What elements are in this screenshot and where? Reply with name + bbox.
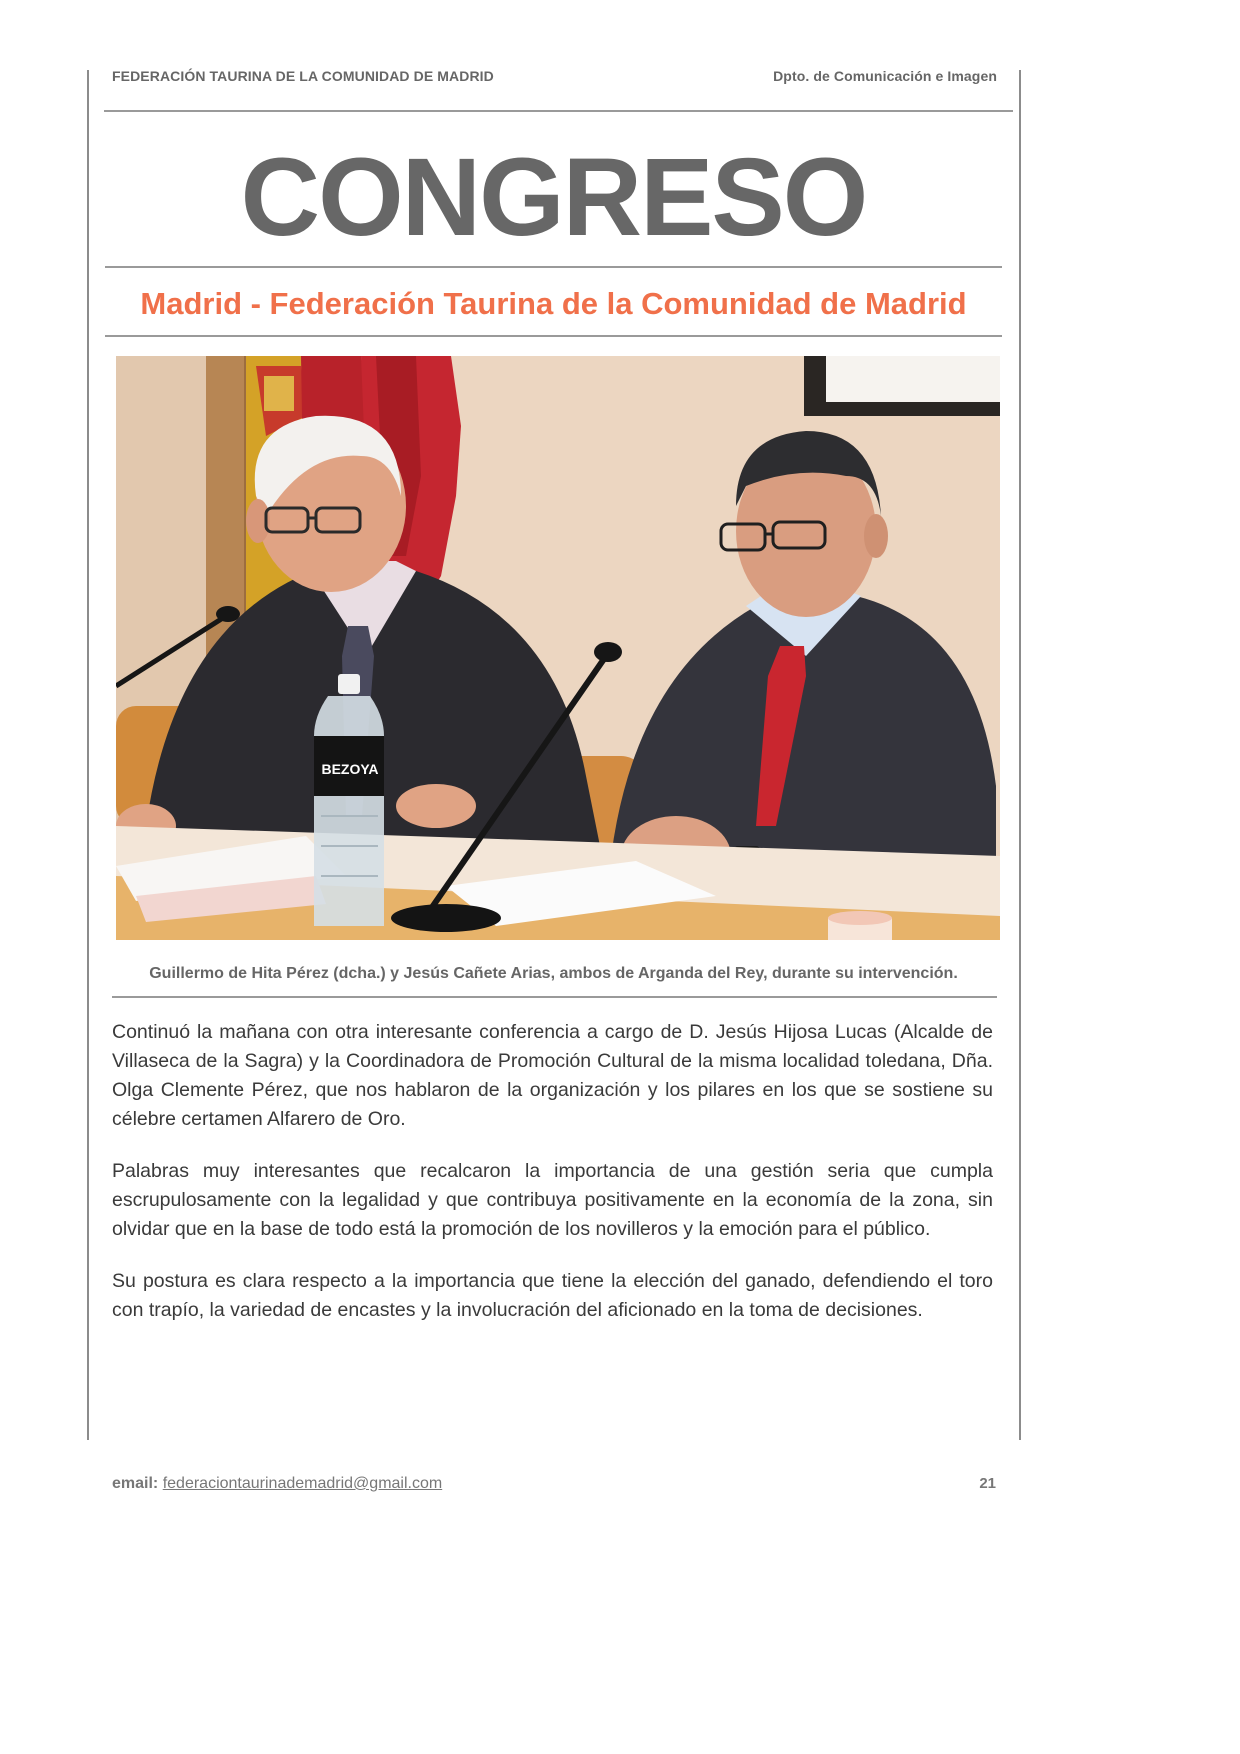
header-department: Dpto. de Comunicación e Imagen	[773, 68, 997, 84]
paragraph-1: Continuó la mañana con otra interesante conferencia a cargo de D. Jesús Hijosa Lucas (Alcalde de Villaseca de la Sagra) y la Coordinadora de Promoción Cultural de la misma localidad toledana, Dña. Olga Clemente Pérez, que nos hablaron de la organización y los pilares en los que se sostiene su célebre certamen Alfarero de Oro.	[112, 1021, 993, 1130]
footer-email-label: email:	[112, 1475, 159, 1492]
footer-contact	[112, 1475, 442, 1493]
left-margin-line	[87, 70, 89, 1440]
page-number: 21	[979, 1475, 996, 1492]
article-body	[112, 1018, 993, 1348]
photo-caption: Guillermo de Hita Pérez (dcha.) y Jesús Cañete Arias, ambos de Arganda del Rey, durante su intervención.	[149, 965, 958, 982]
subtitle-divider	[105, 335, 1002, 337]
right-margin-line	[1019, 70, 1021, 1440]
caption-divider	[112, 996, 997, 998]
header-divider	[104, 110, 1013, 112]
paragraph-3: Su postura es clara respecto a la importancia que tiene la elección del ganado, defendiendo el toro con trapío, la variedad de encastes y la involucración del aficionado en la toma de decisiones.	[112, 1270, 993, 1321]
header-organization: FEDERACIÓN TAURINA DE LA COMUNIDAD DE MADRID	[112, 68, 494, 84]
article-photo	[116, 356, 1000, 940]
title-divider	[105, 266, 1002, 268]
bottle-label-text: BEZOYA	[321, 761, 379, 777]
paragraph-2: Palabras muy interesantes que recalcaron la importancia de una gestión seria que cumpla escrupulosamente con la legalidad y que contribuya positivamente en la economía de la zona, sin olvidar que en la base de todo está la promoción de los novilleros y la emoción para el público.	[112, 1160, 993, 1240]
page-title: CONGRESO	[240, 136, 867, 259]
article-subtitle: Madrid - Federación Taurina de la Comunidad de Madrid	[140, 286, 967, 321]
footer-email-link[interactable]: federaciontaurinademadrid@gmail.com	[162, 1475, 443, 1492]
